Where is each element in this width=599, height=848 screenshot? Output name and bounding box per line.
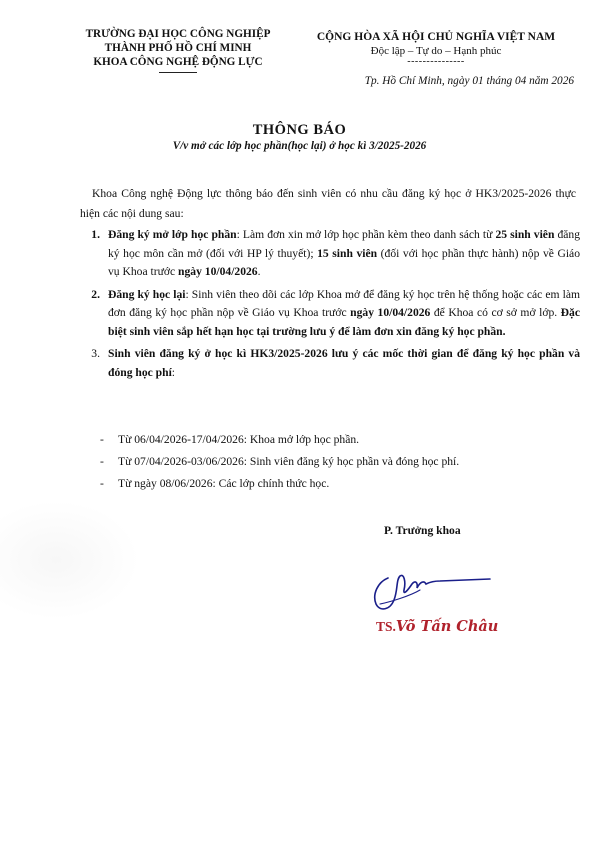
item-text: để Khoa có cơ sở mở lớp.	[430, 306, 561, 319]
national-motto: Độc lập – Tự do – Hạnh phúc	[370, 45, 502, 57]
schedule-text: Từ ngày 08/06/2026: Các lớp chính thức học.	[118, 477, 330, 490]
schedule-text: Từ 07/04/2026-03/06/2026: Sinh viên đăng ký học phần và đóng học phí.	[118, 455, 460, 468]
item-text: :	[171, 365, 176, 379]
signer-title: TS.	[376, 619, 396, 634]
item-deadline: ngày 10/04/2026	[350, 306, 431, 319]
motto-dashes: ---------------	[407, 56, 465, 67]
item-heading: Đăng ký học lại	[108, 287, 186, 301]
institution-header	[62, 27, 294, 73]
item-heading: Sinh viên đăng ký ở học kì HK3/2025-2026 lưu ý các mốc thời gian để đăng ký học phần và đóng học phí	[108, 347, 580, 379]
document-subject: V/v mở các lớp học phần(học lại) ở học kì 3/2025-2026	[172, 140, 427, 152]
item-text: .	[257, 265, 261, 278]
intro-paragraph: Khoa Công nghệ Động lực thông báo đến sinh viên có nhu cầu đăng ký học ở HK3/2025-2026 thực hiện các nội dung sau:	[80, 187, 576, 220]
item-text: (đối với học phần thực hành) nộp về Giáo vụ Khoa trước	[108, 246, 580, 278]
signer-name: Võ Tấn Châu	[395, 618, 499, 635]
document-title: THÔNG BÁO	[252, 122, 347, 138]
schedule-item	[100, 474, 570, 494]
item-number: 2.	[91, 287, 100, 301]
schedule-item	[100, 452, 570, 472]
list-item	[80, 345, 580, 382]
header-underline	[159, 72, 197, 73]
item-text: : Sinh viên theo dõi các lớp Khoa mở để đăng ký học trên hệ thống hoặc các em làm đơn đăng ký học phần nộp về Giáo vụ Khoa trước	[108, 287, 581, 319]
schedule-item	[100, 430, 570, 450]
schedule-list	[100, 430, 570, 496]
item-deadline: ngày 10/04/2026	[178, 265, 258, 278]
issue-date: Tp. Hồ Chí Minh, ngày 01 tháng 04 năm 2026	[364, 75, 574, 87]
item-emphasis: 15 sinh viên	[317, 246, 378, 260]
city-name: THÀNH PHỐ HỒ CHÍ MINH	[104, 42, 252, 54]
university-name: TRƯỜNG ĐẠI HỌC CÔNG NGHIỆP	[85, 28, 271, 40]
item-number: 1.	[91, 228, 100, 241]
national-header	[298, 30, 574, 66]
dash-bullet: -	[100, 455, 104, 468]
item-number: 3.	[91, 347, 100, 360]
item-heading: Đăng ký mở lớp học phần	[108, 228, 237, 241]
instruction-list	[80, 226, 580, 386]
signature-flourish	[380, 590, 420, 604]
schedule-text: Từ 06/04/2026-17/04/2026: Khoa mở lớp học phần.	[118, 433, 360, 446]
signature-stroke	[375, 575, 490, 609]
nation-name: CỘNG HÒA XÃ HỘI CHỦ NGHĨA VIỆT NAM	[316, 31, 556, 43]
item-emphasis: Đặc biệt sinh viên sắp hết hạn học tại trường lưu ý để làm đơn xin đăng ký học phần.	[108, 306, 580, 338]
item-emphasis: 25 sinh viên	[495, 228, 555, 241]
dash-bullet: -	[100, 433, 104, 446]
item-text: : Làm đơn xin mở lớp học phần kèm theo danh sách từ	[236, 228, 496, 241]
scan-smudge	[0, 500, 140, 620]
item-text: đăng ký học môn cần mở (đối với HP lý thuyết);	[108, 228, 580, 260]
faculty-name: KHOA CÔNG NGHỆ ĐỘNG LỰC	[93, 56, 263, 68]
list-item	[80, 286, 580, 342]
handwritten-signature	[360, 560, 510, 616]
signer-name-block	[376, 618, 498, 636]
dash-bullet: -	[100, 477, 104, 490]
list-item	[80, 226, 580, 282]
signer-role: P. Trưởng khoa	[384, 524, 461, 537]
